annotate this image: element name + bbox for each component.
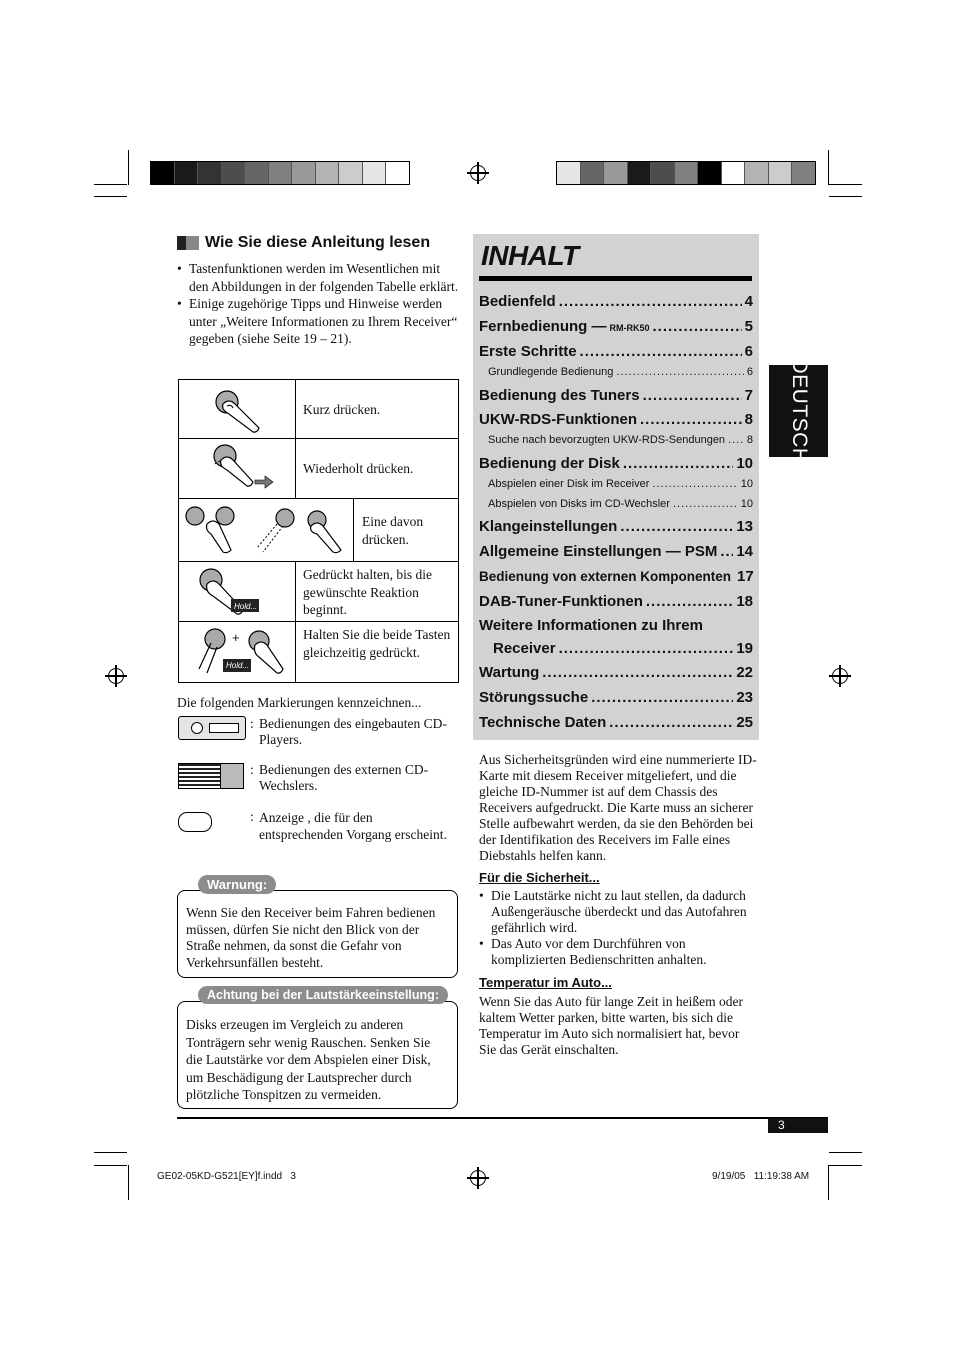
intro-bullets [177,260,459,348]
marker-colon: : [250,809,254,824]
button-operation-table [178,379,459,683]
intro-bullet: • Tastenfunktionen werden im Wesentlichen mit den Abbildungen in der folgenden Tabelle erklärt. [177,260,459,295]
choose-one-finger-icon [181,502,351,560]
display-indicator-icon [178,812,212,832]
cd-changer-marker-icon [178,763,244,789]
color-bar-left [150,161,410,185]
hold-description: Gedrückt halten, bis die gewünschte Reaktion beginnt. [303,567,432,617]
warning-text: Wenn Sie den Receiver beim Fahren bedienen müssen, dürfen Sie nicht den Blick von der Straße nehmen, da sonst die Gefahr von Verkehrsunfällen besteht. [186,905,436,970]
cd-changer-marker-text: Bedienungen des externen CD-Wechslers. [259,762,429,793]
section-title: Wie Sie diese Anleitung lesen [205,234,431,251]
repeat-press-finger-icon [205,442,275,494]
volume-caution-text: Disks erzeugen im Vergleich zu anderen Tonträgern sehr wenig Rauschen. Senken Sie die Lautstärke vor dem Abspielen einer Disk, um Beschädigung der Lautsprecher durch plötzliche Tonspitzen zu vermeiden. [186,1017,431,1102]
toc-entry[interactable]: Erste Schritte ..... 6 [479,343,753,360]
temperature-text: Wenn Sie das Auto für lange Zeit in heißem oder kaltem Wetter parken, bitte warten, bis sich die Temperatur im Auto sich normalisiert hat, bevor Sie das Gerät einschalten. [479,994,743,1057]
page-number: 3 [768,1118,828,1133]
toc-rule [479,276,752,281]
markers-intro: Die folgenden Markierungen kennzeichnen... [177,695,422,710]
hold-both-label: Hold... [226,661,250,670]
toc-title: INHALT [481,240,579,271]
section-marker-icon [177,236,199,250]
table-of-contents [473,234,759,740]
warning-box [177,890,458,978]
toc-entry[interactable]: Bedienung des Tuners ..... 7 [479,387,753,404]
section-header [177,234,430,252]
toc-entry[interactable]: Allgemeine Einstellungen — PSM ..... 14 [479,543,753,560]
toc-entry[interactable]: Bedienung von externen Komponenten 17 [479,568,754,585]
language-tab: DEUTSCH [769,365,828,457]
marker-colon: : [250,762,254,777]
toc-entry[interactable]: UKW-RDS-Funktionen ..... 8 [479,411,753,428]
volume-caution-box [177,1001,458,1109]
safety-bullet: • Das Auto vor dem Durchführen von komplizierten Bedienschritten anhalten. [479,936,757,968]
registration-mark-top [470,165,486,181]
toc-entry[interactable]: Klangeinstellungen ..... 13 [479,518,753,535]
volume-caution-tab: Achtung bei der Lautstärkeeinstellung: [198,986,448,1004]
safety-heading: Für die Sicherheit... [479,870,600,885]
registration-mark-left [108,668,124,684]
press-description: Kurz drücken. [303,402,381,417]
id-card-text: Aus Sicherheitsgründen wird eine nummerierte ID-Karte mit diesem Receiver mitgeliefert, und die gleiche ID-Nummer ist auf dem Chassis des Receivers aufgedruckt. Die Karte muss an sicherer Stelle aufbewahrt werden, da sie den Behörden bei der Identifikation des Receivers im Falle eines Diebstahls helfen kann. [479,752,757,863]
toc-subentry[interactable]: Grundlegende Bedienung ..... 6 [479,366,753,378]
toc-subentry[interactable]: Suche nach bevorzugten UKW-RDS-Sendungen ..... 8 [479,434,753,446]
warning-tab: Warnung: [198,875,276,894]
color-bar-right [556,161,816,185]
choose-one-description: Eine davon drücken. [362,514,424,547]
toc-entry[interactable]: Weitere Informationen zu Ihrem [479,617,703,634]
intro-bullet: • Einige zugehörige Tipps und Hinweise werden unter „Weitere Informationen zu Ihrem Receiver“ gegeben (siehe Seite 19 – 21). [177,295,459,348]
hold-both-finger-icon [195,625,295,679]
safety-bullets [479,888,757,968]
toc-subentry[interactable]: Abspielen einer Disk im Receiver ..... 10 [479,478,753,490]
safety-bullet: • Die Lautstärke nicht zu laut stellen, da dadurch Außengeräusche überdeckt und das Autofahren gefährlich wird. [479,888,757,936]
display-indicator-text: Anzeige , die für den entsprechenden Vorgang erscheint. [259,810,447,842]
temperature-heading: Temperatur im Auto... [479,975,612,990]
plus-sign: + [232,630,240,645]
toc-subentry[interactable]: Abspielen von Disks im CD-Wechsler ..... 10 [479,498,753,510]
hold-both-description: Halten Sie die beide Tasten gleichzeitig gedrückt. [303,627,451,660]
footer-rule [177,1117,828,1119]
hold-label: Hold... [234,602,258,611]
repeat-press-description: Wiederholt drücken. [303,461,414,476]
hold-finger-icon [195,566,285,620]
toc-entry[interactable]: Receiver ..... 19 [493,640,753,657]
toc-entry[interactable]: Störungssuche ..... 23 [479,689,753,706]
file-slug: GE02-05KD-G521[EY]f.indd 3 [157,1171,296,1182]
toc-entry[interactable]: Bedienung der Disk ..... 10 [479,455,753,472]
toc-entry[interactable]: Fernbedienung — RM-RK50 ..... 5 [479,318,753,335]
press-finger-icon [209,386,269,436]
registration-mark-bottom [470,1170,486,1186]
timestamp-slug: 9/19/05 11:19:38 AM [712,1171,810,1182]
toc-entry[interactable]: Bedienfeld ..... 4 [479,293,753,310]
builtin-cd-marker-icon [178,716,246,740]
marker-colon: : [250,716,254,731]
toc-entry[interactable]: DAB-Tuner-Funktionen ..... 18 [479,593,753,610]
registration-mark-right [832,668,848,684]
toc-entry[interactable]: Wartung ..... 22 [479,664,753,681]
builtin-cd-marker-text: Bedienungen des eingebauten CD-Players. [259,716,447,747]
toc-entry[interactable]: Technische Daten ..... 25 [479,714,753,731]
